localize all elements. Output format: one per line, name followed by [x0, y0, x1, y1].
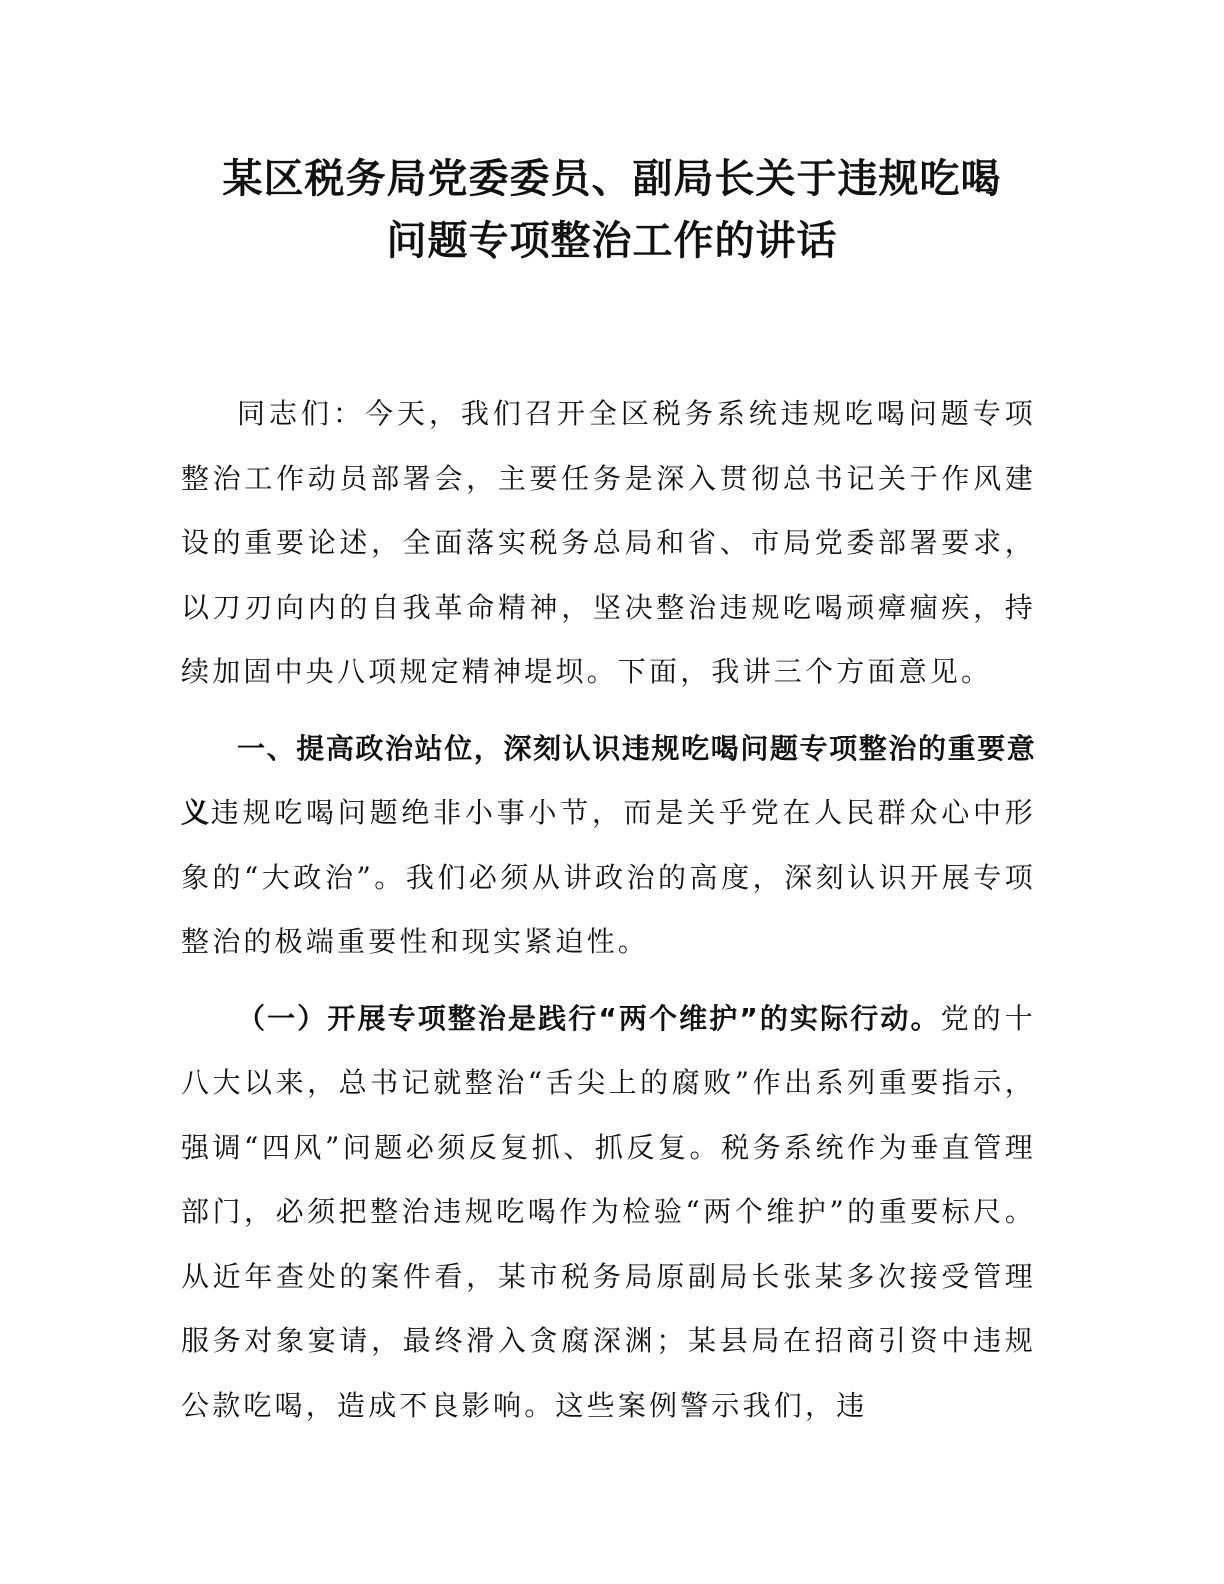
title-line-1: 某区税务局党委委员、副局长关于违规吃喝 — [222, 156, 1002, 202]
document-body — [181, 382, 1036, 1438]
section-1-text: 违规吃喝问题绝非小事小节，而是关乎党在人民群众心中形象的“大政治”。我们必须从讲政治的高度，深刻认识开展专项整治的极端重要性和现实紧迫性。 — [181, 796, 1037, 958]
section-1-paragraph — [181, 717, 1036, 975]
title-line-2: 问题专项整治工作的讲话 — [386, 218, 838, 264]
subsection-1-paragraph — [181, 987, 1036, 1439]
document-title — [150, 148, 1074, 272]
section-1-heading: 一、提高政治站位，深刻认识违规吃喝问题专项整治的重要意义 — [181, 731, 1036, 829]
intro-paragraph: 同志们：今天，我们召开全区税务系统违规吃喝问题专项整治工作动员部署会，主要任务是深入贯彻总书记关于作风建设的重要论述，全面落实税务总局和省、市局党委部署要求，以刀刃向内的自我革命精神，坚决整治违规吃喝顽瘴痼疾，持续加固中央八项规定精神堤坝。下面，我讲三个方面意见。 — [181, 397, 1036, 688]
subsection-1-text: 党的十八大以来，总书记就整治“舌尖上的腐败”作出系列重要指示，强调“四风”问题必须反复抓、抓反复。税务系统作为垂直管理部门，必须把整治违规吃喝作为检验“两个维护”的重要标尺。从近年查处的案件看，某市税务局原副局长张某多次接受管理服务对象宴请，最终滑入贪腐深渊；某县局在招商引资中违规公款吃喝，造成不良影响。这些案例警示我们，违 — [181, 1001, 1036, 1422]
subsection-1-heading: （一）开展专项整治是践行“两个维护”的实际行动。 — [237, 1001, 941, 1035]
